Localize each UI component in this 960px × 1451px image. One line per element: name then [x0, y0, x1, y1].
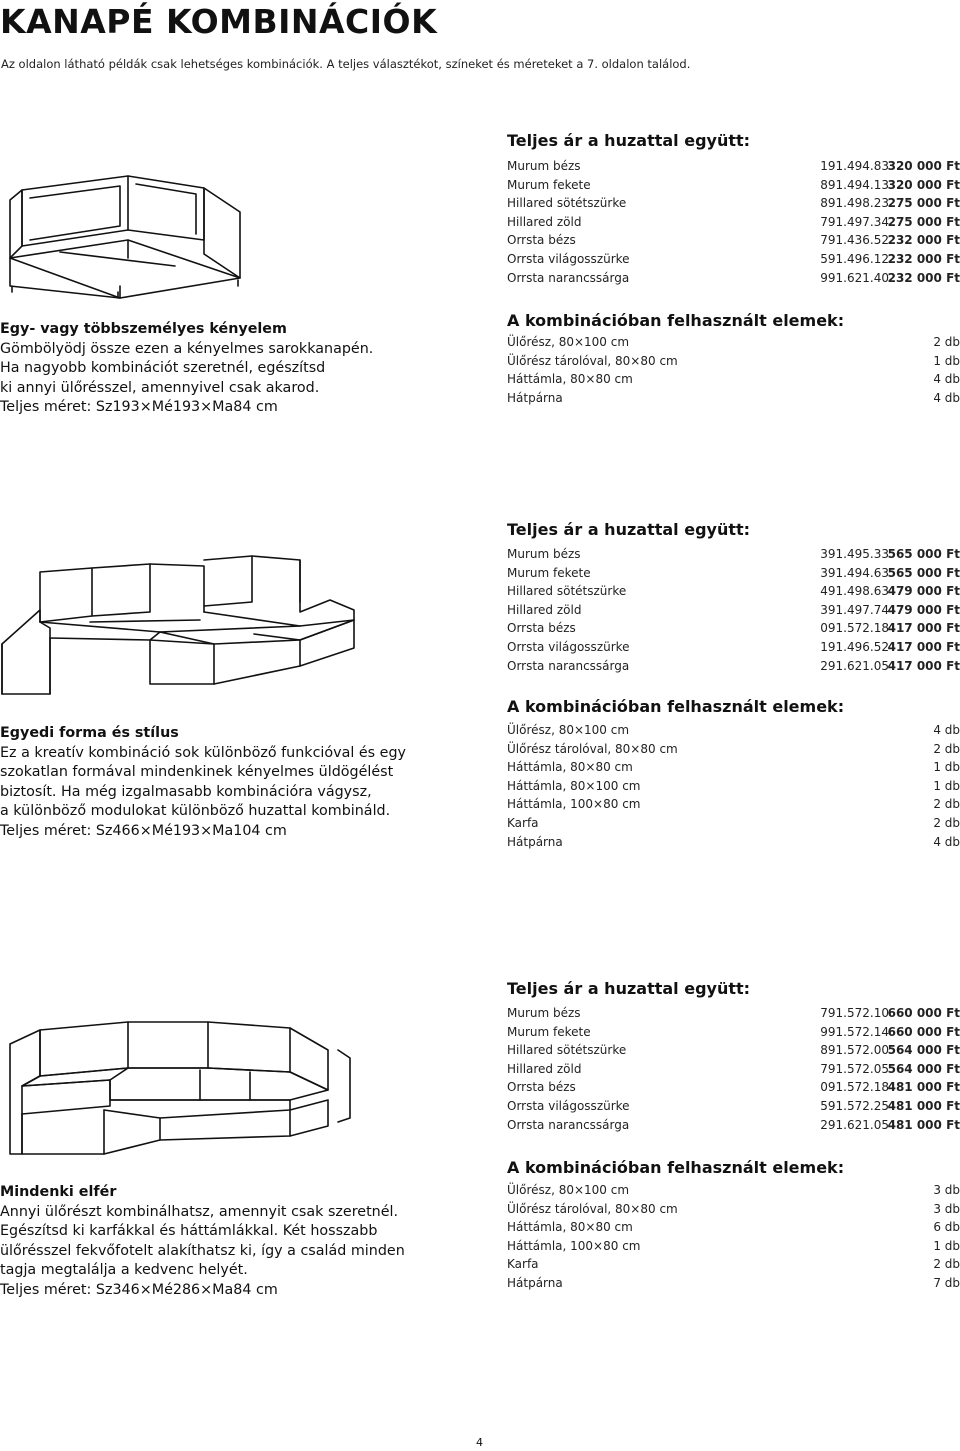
article-number: 291.621.05: [820, 658, 889, 673]
article-number: 391.495.33: [820, 547, 889, 561]
element-name: Háttámla, 100×80 cm: [507, 1238, 641, 1253]
description-line: Teljes méret: Sz466×Mé193×Ma104 cm: [0, 822, 287, 839]
price-row: [507, 545, 960, 564]
cover-name: Orrsta bézs: [507, 233, 576, 248]
price-row: [507, 176, 960, 195]
price: 481 000 Ft: [887, 1117, 960, 1132]
description-line: Annyi ülőrészt kombinálhatsz, amennyit csak szeretnél.: [0, 1203, 399, 1220]
price: 320 000 Ft: [887, 159, 960, 173]
elements-list: [507, 333, 960, 407]
element-name: Háttámla, 80×80 cm: [507, 1220, 633, 1235]
price: 565 000 Ft: [887, 547, 960, 561]
element-row: [507, 1237, 960, 1256]
price: 417 000 Ft: [887, 639, 960, 654]
price-header: Teljes ár a huzattal együtt:: [507, 979, 751, 998]
description-title: Egyedi forma és stílus: [0, 725, 179, 741]
cover-name: Hillared zöld: [507, 214, 582, 229]
cover-name: Murum fekete: [507, 565, 591, 580]
elements-list: [507, 721, 960, 851]
price-row: [507, 1041, 960, 1060]
element-name: Ülőrész, 80×100 cm: [507, 723, 630, 737]
description-line: tagja megtalálja a kedvenc helyét.: [0, 1262, 248, 1279]
price-header: Teljes ár a huzattal együtt:: [507, 131, 751, 150]
article-number: 091.572.18: [820, 1080, 889, 1095]
article-number: 791.497.34: [820, 214, 889, 229]
description-line: Teljes méret: Sz193×Mé193×Ma84 cm: [0, 399, 278, 416]
cover-name: Hillared zöld: [507, 602, 582, 617]
element-qty: 2 db: [933, 741, 960, 756]
cover-name: Orrsta világosszürke: [507, 251, 630, 266]
element-row: [507, 833, 960, 852]
elements-header: A kombinációban felhasznált elemek:: [507, 697, 845, 716]
price-row: [507, 269, 960, 288]
description-line: Ha nagyobb kombinációt szeretnél, egészítsd: [0, 360, 326, 377]
element-row: [507, 333, 960, 352]
description-title: Egy- vagy többszemélyes kényelem: [0, 321, 287, 337]
price: 564 000 Ft: [887, 1061, 960, 1076]
cover-name: Orrsta világosszürke: [507, 1098, 630, 1113]
price-row: [507, 157, 960, 176]
cover-name: Orrsta narancssárga: [507, 658, 630, 673]
element-qty: 4 db: [933, 723, 960, 737]
elements-header: A kombinációban felhasznált elemek:: [507, 1158, 845, 1177]
price-list: [507, 545, 960, 675]
price-row: [507, 582, 960, 601]
article-number: 491.498.63: [820, 584, 889, 599]
description-line: Ez a kreatív kombináció sok különböző funkcióval és egy: [0, 744, 407, 761]
cover-name: Murum bézs: [507, 1006, 581, 1020]
description-line: Teljes méret: Sz346×Mé286×Ma84 cm: [0, 1281, 278, 1298]
price-row: [507, 601, 960, 620]
price: 417 000 Ft: [887, 658, 960, 673]
price-row: [507, 194, 960, 213]
element-name: Háttámla, 80×80 cm: [507, 372, 633, 387]
description-line: Gömbölyödj össze ezen a kényelmes sarokkanapén.: [0, 340, 374, 357]
cover-name: Hillared zöld: [507, 1061, 582, 1076]
price-list: [507, 1004, 960, 1134]
description-line: Egészítsd ki karfákkal és háttámlákkal. Két hosszabb: [0, 1223, 378, 1240]
element-qty: 4 db: [933, 372, 960, 387]
article-number: 791.572.05: [820, 1061, 889, 1076]
element-name: Ülőrész, 80×100 cm: [507, 335, 630, 349]
element-name: Hátpárna: [507, 834, 563, 849]
element-qty: 3 db: [933, 1201, 960, 1216]
cover-name: Orrsta bézs: [507, 1080, 576, 1095]
price: 275 000 Ft: [887, 196, 960, 211]
combo-description: [0, 724, 406, 842]
price: 481 000 Ft: [887, 1080, 960, 1095]
element-row: [507, 777, 960, 796]
article-number: 391.497.74: [820, 602, 889, 617]
element-qty: 4 db: [933, 834, 960, 849]
price: 479 000 Ft: [887, 584, 960, 599]
cover-name: Orrsta bézs: [507, 621, 576, 636]
element-qty: 1 db: [933, 353, 960, 368]
price: 320 000 Ft: [887, 177, 960, 192]
price-row: [507, 1060, 960, 1079]
article-number: 091.572.18: [820, 621, 889, 636]
price: 481 000 Ft: [887, 1098, 960, 1113]
cover-name: Orrsta világosszürke: [507, 639, 630, 654]
description-line: biztosít. Ha még izgalmasabb kombinációra vágysz,: [0, 783, 372, 800]
element-name: Ülőrész tárolóval, 80×80 cm: [507, 353, 678, 368]
price-row: [507, 213, 960, 232]
element-name: Hátpárna: [507, 1275, 563, 1290]
description-title: Mindenki elfér: [0, 1184, 117, 1200]
price-row: [507, 619, 960, 638]
element-name: Hátpárna: [507, 390, 563, 405]
corner-sofa-illustration: [0, 168, 252, 300]
element-qty: 3 db: [933, 1183, 960, 1197]
element-name: Ülőrész tárolóval, 80×80 cm: [507, 1201, 678, 1216]
description-line: szokatlan formával mindenkinek kényelmes üldögélést: [0, 764, 394, 781]
element-row: [507, 1200, 960, 1219]
article-number: 891.572.00: [820, 1043, 889, 1058]
cover-name: Orrsta narancssárga: [507, 270, 630, 285]
element-qty: 2 db: [933, 797, 960, 812]
price-list: [507, 157, 960, 287]
element-qty: 2 db: [933, 1257, 960, 1272]
article-number: 591.496.12: [820, 251, 889, 266]
article-number: 191.494.83: [820, 159, 889, 173]
element-qty: 1 db: [933, 760, 960, 775]
element-row: [507, 389, 960, 408]
price: 479 000 Ft: [887, 602, 960, 617]
element-row: [507, 795, 960, 814]
element-row: [507, 352, 960, 371]
price-row: [507, 657, 960, 676]
article-number: 991.572.14: [820, 1024, 889, 1039]
article-number: 891.494.13: [820, 177, 889, 192]
element-name: Háttámla, 100×80 cm: [507, 797, 641, 812]
article-number: 791.572.10: [820, 1006, 889, 1020]
article-number: 591.572.25: [820, 1098, 889, 1113]
u-shaped-sofa-illustration: [0, 540, 360, 704]
element-qty: 2 db: [933, 335, 960, 349]
price: 660 000 Ft: [887, 1006, 960, 1020]
price: 660 000 Ft: [887, 1024, 960, 1039]
cover-name: Hillared sötétszürke: [507, 196, 627, 211]
combo-description: [0, 1183, 405, 1301]
element-row: [507, 721, 960, 740]
page-title: KANAPÉ KOMBINÁCIÓK: [0, 2, 438, 41]
price: 232 000 Ft: [887, 233, 960, 248]
cover-name: Murum fekete: [507, 1024, 591, 1039]
price: 417 000 Ft: [887, 621, 960, 636]
description-line: ülőrésszel fekvőfotelt alakíthatsz ki, így a család minden: [0, 1242, 405, 1259]
element-row: [507, 814, 960, 833]
element-name: Ülőrész, 80×100 cm: [507, 1183, 630, 1197]
element-row: [507, 758, 960, 777]
large-corner-sofa-illustration: [0, 1010, 360, 1160]
cover-name: Murum bézs: [507, 159, 581, 173]
price-row: [507, 250, 960, 269]
element-name: Karfa: [507, 815, 539, 830]
combo-description: [0, 320, 373, 418]
element-row: [507, 1218, 960, 1237]
price: 232 000 Ft: [887, 270, 960, 285]
element-qty: 1 db: [933, 778, 960, 793]
article-number: 191.496.52: [820, 639, 889, 654]
elements-header: A kombinációban felhasznált elemek:: [507, 311, 845, 330]
cover-name: Murum bézs: [507, 547, 581, 561]
cover-name: Murum fekete: [507, 177, 591, 192]
cover-name: Orrsta narancssárga: [507, 1117, 630, 1132]
cover-name: Hillared sötétszürke: [507, 584, 627, 599]
element-row: [507, 740, 960, 759]
page-number: 4: [476, 1436, 483, 1449]
article-number: 791.436.52: [820, 233, 889, 248]
price: 275 000 Ft: [887, 214, 960, 229]
price-row: [507, 1097, 960, 1116]
price-row: [507, 638, 960, 657]
cover-name: Hillared sötétszürke: [507, 1043, 627, 1058]
element-qty: 7 db: [933, 1275, 960, 1290]
price-row: [507, 1004, 960, 1023]
element-name: Háttámla, 80×100 cm: [507, 778, 641, 793]
element-row: [507, 1181, 960, 1200]
element-name: Ülőrész tárolóval, 80×80 cm: [507, 741, 678, 756]
price: 565 000 Ft: [887, 565, 960, 580]
element-qty: 2 db: [933, 815, 960, 830]
article-number: 291.621.05: [820, 1117, 889, 1132]
element-row: [507, 1255, 960, 1274]
element-name: Karfa: [507, 1257, 539, 1272]
price-row: [507, 1116, 960, 1135]
price: 564 000 Ft: [887, 1043, 960, 1058]
element-row: [507, 370, 960, 389]
element-qty: 6 db: [933, 1220, 960, 1235]
price-row: [507, 564, 960, 583]
element-name: Háttámla, 80×80 cm: [507, 760, 633, 775]
elements-list: [507, 1181, 960, 1293]
price: 232 000 Ft: [887, 251, 960, 266]
price-header: Teljes ár a huzattal együtt:: [507, 520, 751, 539]
element-qty: 4 db: [933, 390, 960, 405]
article-number: 391.494.63: [820, 565, 889, 580]
price-row: [507, 1078, 960, 1097]
article-number: 891.498.23: [820, 196, 889, 211]
element-row: [507, 1274, 960, 1293]
price-row: [507, 231, 960, 250]
article-number: 991.621.40: [820, 270, 889, 285]
price-row: [507, 1023, 960, 1042]
description-line: ki annyi ülőrésszel, amennyivel csak akarod.: [0, 379, 320, 396]
page-subtitle: Az oldalon látható példák csak lehetséges kombinációk. A teljes választékot, színeket és méreteket a 7. oldalon találod.: [1, 57, 691, 71]
description-line: a különböző modulokat különböző huzattal kombináld.: [0, 803, 391, 820]
element-qty: 1 db: [933, 1238, 960, 1253]
